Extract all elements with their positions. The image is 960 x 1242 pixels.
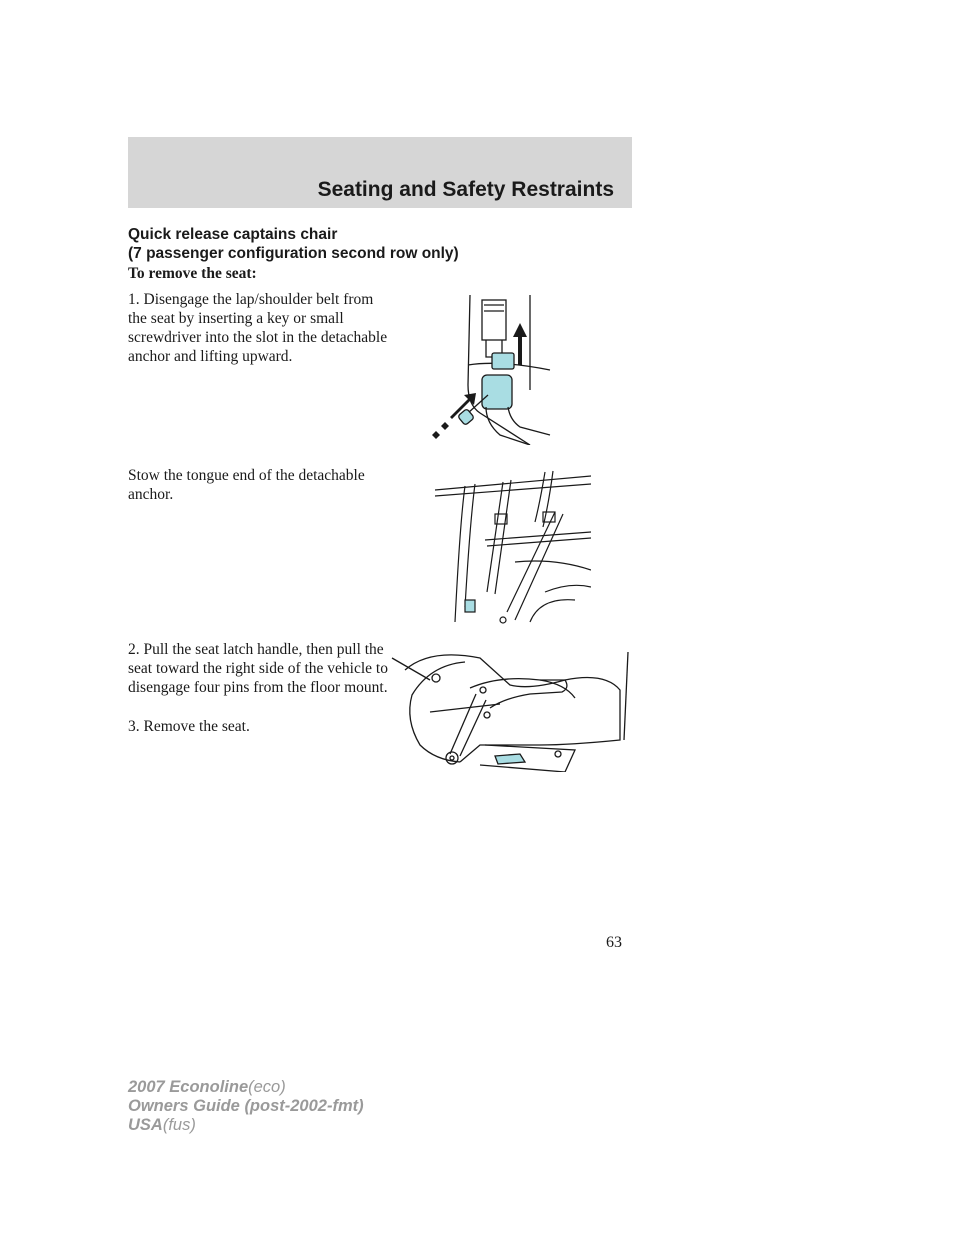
heading-line-1: Quick release captains chair [128, 226, 338, 243]
section-heading [128, 225, 459, 263]
subheading: To remove the seat: [128, 265, 257, 282]
footer-market: USA [128, 1116, 163, 1134]
document-footer [128, 1078, 364, 1135]
section-title: Seating and Safety Restraints [317, 178, 614, 201]
step-3-text: 3. Remove the seat. [128, 718, 250, 735]
step-1b-text: Stow the tongue end of the detachable anchor. [128, 467, 365, 503]
heading-line-2: (7 passenger configuration second row only) [128, 245, 459, 262]
seat-latch-illustration [390, 650, 630, 772]
footer-line-1 [128, 1078, 364, 1097]
footer-market-code: (fus) [162, 1116, 196, 1134]
header-band [128, 137, 632, 208]
footer-model-code: (eco) [248, 1078, 286, 1096]
step-1-text: 1. Disengage the lap/shoulder belt from the seat by inserting a key or small screwdriver into the slot in the detachable anchor and lifting upward. [128, 291, 388, 365]
step-2-text: 2. Pull the seat latch handle, then pull the seat toward the right side of the vehicle to disengage four pins from the floor mount. [128, 641, 388, 696]
page-number: 63 [606, 934, 622, 951]
stowed-tongue-illustration [425, 462, 591, 632]
footer-model: 2007 Econoline [128, 1078, 249, 1096]
footer-line-3 [128, 1116, 364, 1135]
belt-anchor-release-illustration [420, 295, 560, 445]
footer-line-2: Owners Guide (post-2002-fmt) [128, 1097, 364, 1115]
